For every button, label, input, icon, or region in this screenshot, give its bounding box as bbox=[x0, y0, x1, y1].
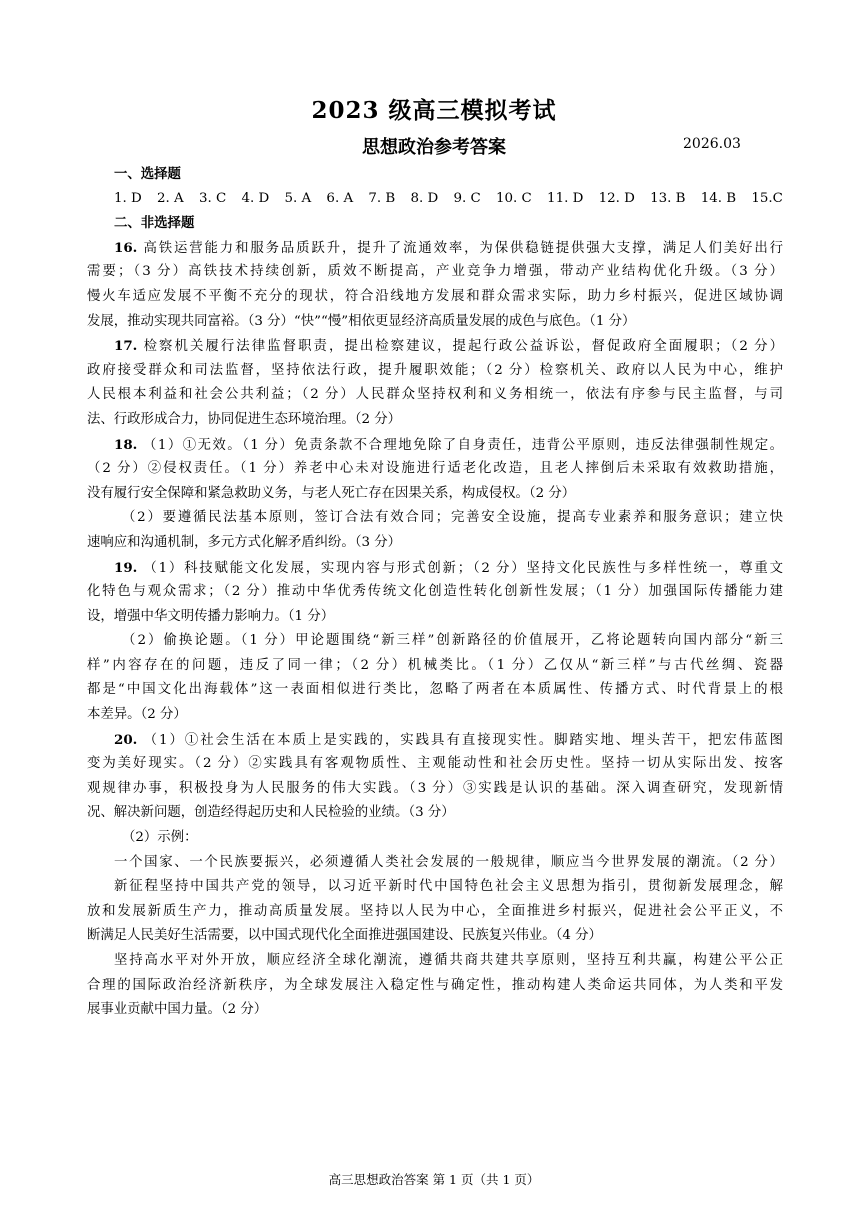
q20-example-line: 断满足人民美好生活需要，以中国式现代化全面推进强国建设、民族复兴伟业。（4 分） bbox=[87, 928, 602, 944]
choice-answer: 3. C bbox=[198, 190, 227, 206]
q19-part2-line: 本差异。（2 分） bbox=[87, 707, 187, 723]
question-number: 20. bbox=[114, 731, 138, 748]
answer-text: （1）①无效。（1 分）免责条款不合理地免除了自身责任，违背公平原则，违反法律强制性规定。 bbox=[143, 437, 783, 453]
choice-answer: 10. C bbox=[496, 190, 532, 206]
section-heading-choice: 一、选择题 bbox=[114, 166, 181, 182]
q20-part2-label: （2）示例： bbox=[122, 830, 198, 846]
choice-answer: 15.C bbox=[751, 190, 783, 206]
q20-example-line: 一个国家、一个民族要振兴，必须遵循人类社会发展的一般规律，顺应当今世界发展的潮流。（2 分） bbox=[114, 854, 783, 870]
q20-example-line: 放和发展新质生产力，推动高质量发展。坚持以人民为中心，全面推进乡村振兴，促进社会公平正义，不 bbox=[87, 903, 783, 919]
exam-date: 2026.03 bbox=[683, 136, 741, 152]
q19-part2-line: 样”内容存在的问题，违反了同一律；（2 分）机械类比。（1 分）乙仅从“新三样”与古代丝绸、瓷器 bbox=[87, 657, 783, 673]
choice-answer: 9. C bbox=[453, 190, 481, 206]
q20-line: 况、解决新问题，创造经得起历史和人民检验的业绩。（3 分） bbox=[87, 805, 455, 821]
question-number: 16. bbox=[114, 239, 138, 256]
choice-answer: 8. D bbox=[410, 190, 439, 206]
q18-part2-line: （2）要遵循民法基本原则，签订合法有效合同；完善安全设施，提高专业素养和服务意识；建立快 bbox=[122, 510, 783, 526]
q20-example-line: 合理的国际政治经济新秩序，为全球发展注入稳定性与确定性，推动构建人类命运共同体，为人类和平发 bbox=[87, 977, 783, 993]
q17-line: 政府接受群众和司法监督，坚持依法行政，提升履职效能；（2 分）检察机关、政府以人民为中心，维护 bbox=[87, 362, 783, 378]
choice-answer: 4. D bbox=[241, 190, 270, 206]
q17-line bbox=[87, 334, 783, 359]
answer-body bbox=[87, 162, 783, 1023]
answer-text: （1）科技赋能文化发展，实现内容与形式创新；（2 分）坚持文化民族性与多样性统一，尊重文 bbox=[143, 560, 783, 576]
question-number: 18. bbox=[114, 436, 138, 453]
q17-line: 法、行政形成合力，协同促进生态环境治理。（2 分） bbox=[87, 411, 402, 427]
answer-text: （1）①社会生活在本质上是实践的，实践具有直接现实性。脚踏实地、埋头苦干，把宏伟蓝图 bbox=[143, 732, 783, 748]
choice-answer: 6. A bbox=[326, 190, 354, 206]
choice-answer: 14. B bbox=[700, 190, 737, 206]
q20-example-line: 坚持高水平对外开放，顺应经济全球化潮流，遵循共商共建共享原则，坚持互利共赢，构建公平公正 bbox=[114, 953, 783, 968]
page-footer: 高三思想政治答案 第 1 页（共 1 页） bbox=[328, 1172, 540, 1187]
page-title: 2023 级高三模拟考试 bbox=[311, 97, 557, 124]
question-number: 19. bbox=[114, 559, 138, 576]
subtitle-row bbox=[0, 133, 868, 157]
q17-line: 人民根本利益和社会公共利益；（2 分）人民群众坚持权利和义务相统一，依法有序参与民主监督，与司 bbox=[87, 387, 783, 403]
q20-line bbox=[87, 728, 783, 753]
page-subtitle: 思想政治参考答案 bbox=[362, 137, 506, 158]
q18-line: （2 分）②侵权责任。（1 分）养老中心未对设施进行适老化改造，且老人摔倒后未采取有效救助措施， bbox=[87, 461, 783, 477]
q19-line bbox=[87, 556, 783, 581]
q19-line: 化特色与观众需求；（2 分）推动中华优秀传统文化创造性转化创新性发展；（1 分）加强国际传播能力建 bbox=[87, 584, 783, 600]
q16-line: 需要；（3 分）高铁技术持续创新，质效不断提高，产业竞争力增强，带动产业结构优化升级。（3 分） bbox=[87, 264, 783, 280]
choice-answer: 7. B bbox=[368, 190, 396, 206]
section-heading-nonchoice: 二、非选择题 bbox=[114, 215, 195, 232]
q19-part2-line: 都是“中国文化出海载体”这一表面相似进行类比，忽略了两者在本质属性、传播方式、时代背景上的根 bbox=[87, 682, 783, 698]
q16-line bbox=[87, 236, 783, 261]
q20-example-line: 展事业贡献中国力量。（2 分） bbox=[87, 1002, 268, 1018]
answer-text: 检察机关履行法律监督职责，提出检察建议，提起行政公益诉讼，督促政府全面履职；（2 分） bbox=[143, 339, 783, 355]
q20-line: 变为美好现实。（2 分）②实践具有客观物质性、主观能动性和社会历史性。坚持一切从实际出发、按客 bbox=[87, 756, 783, 772]
choice-answer: 11. D bbox=[547, 190, 584, 206]
q20-example-line: 新征程坚持中国共产党的领导，以习近平新时代中国特色社会主义思想为指引，贯彻新发展理念，解 bbox=[114, 879, 783, 895]
choice-answer: 12. D bbox=[598, 190, 635, 206]
q20-line: 观规律办事，积极投身为人民服务的伟大实践。（3 分）③实践是认识的基础。深入调查研究，发现新情 bbox=[87, 780, 783, 796]
q19-part2-line: （2）偷换论题。（1 分）甲论题围绕“新三样”创新路径的价值展开，乙将论题转向国内部分“新三 bbox=[122, 633, 783, 649]
choice-answer: 1. D bbox=[114, 190, 142, 206]
choice-answers bbox=[87, 187, 783, 212]
q19-line: 设，增强中华文明传播力影响力。（1 分） bbox=[87, 608, 335, 624]
answer-text: 高铁运营能力和服务品质跃升，提升了流通效率，为保供稳链提供强大支撑，满足人们美好出行 bbox=[143, 240, 783, 256]
choice-answer: 5. A bbox=[284, 190, 312, 206]
choice-answer: 13. B bbox=[650, 190, 686, 206]
q16-line: 发展，推动实现共同富裕。（3 分）“快”“慢”相依更显经济高质量发展的成色与底色。（1 分） bbox=[87, 313, 636, 329]
q18-line: 没有履行安全保障和紧急救助义务，与老人死亡存在因果关系，构成侵权。（2 分） bbox=[87, 485, 576, 501]
question-number: 17. bbox=[114, 338, 138, 355]
choice-answer: 2. A bbox=[157, 190, 184, 206]
q18-part2-line: 速响应和沟通机制，多元方式化解矛盾纠纷。（3 分） bbox=[87, 534, 402, 550]
q16-line: 慢火车适应发展不平衡不充分的现状，符合沿线地方发展和群众需求实际，助力乡村振兴，促进区域协调 bbox=[87, 288, 783, 304]
q18-line bbox=[87, 433, 783, 458]
